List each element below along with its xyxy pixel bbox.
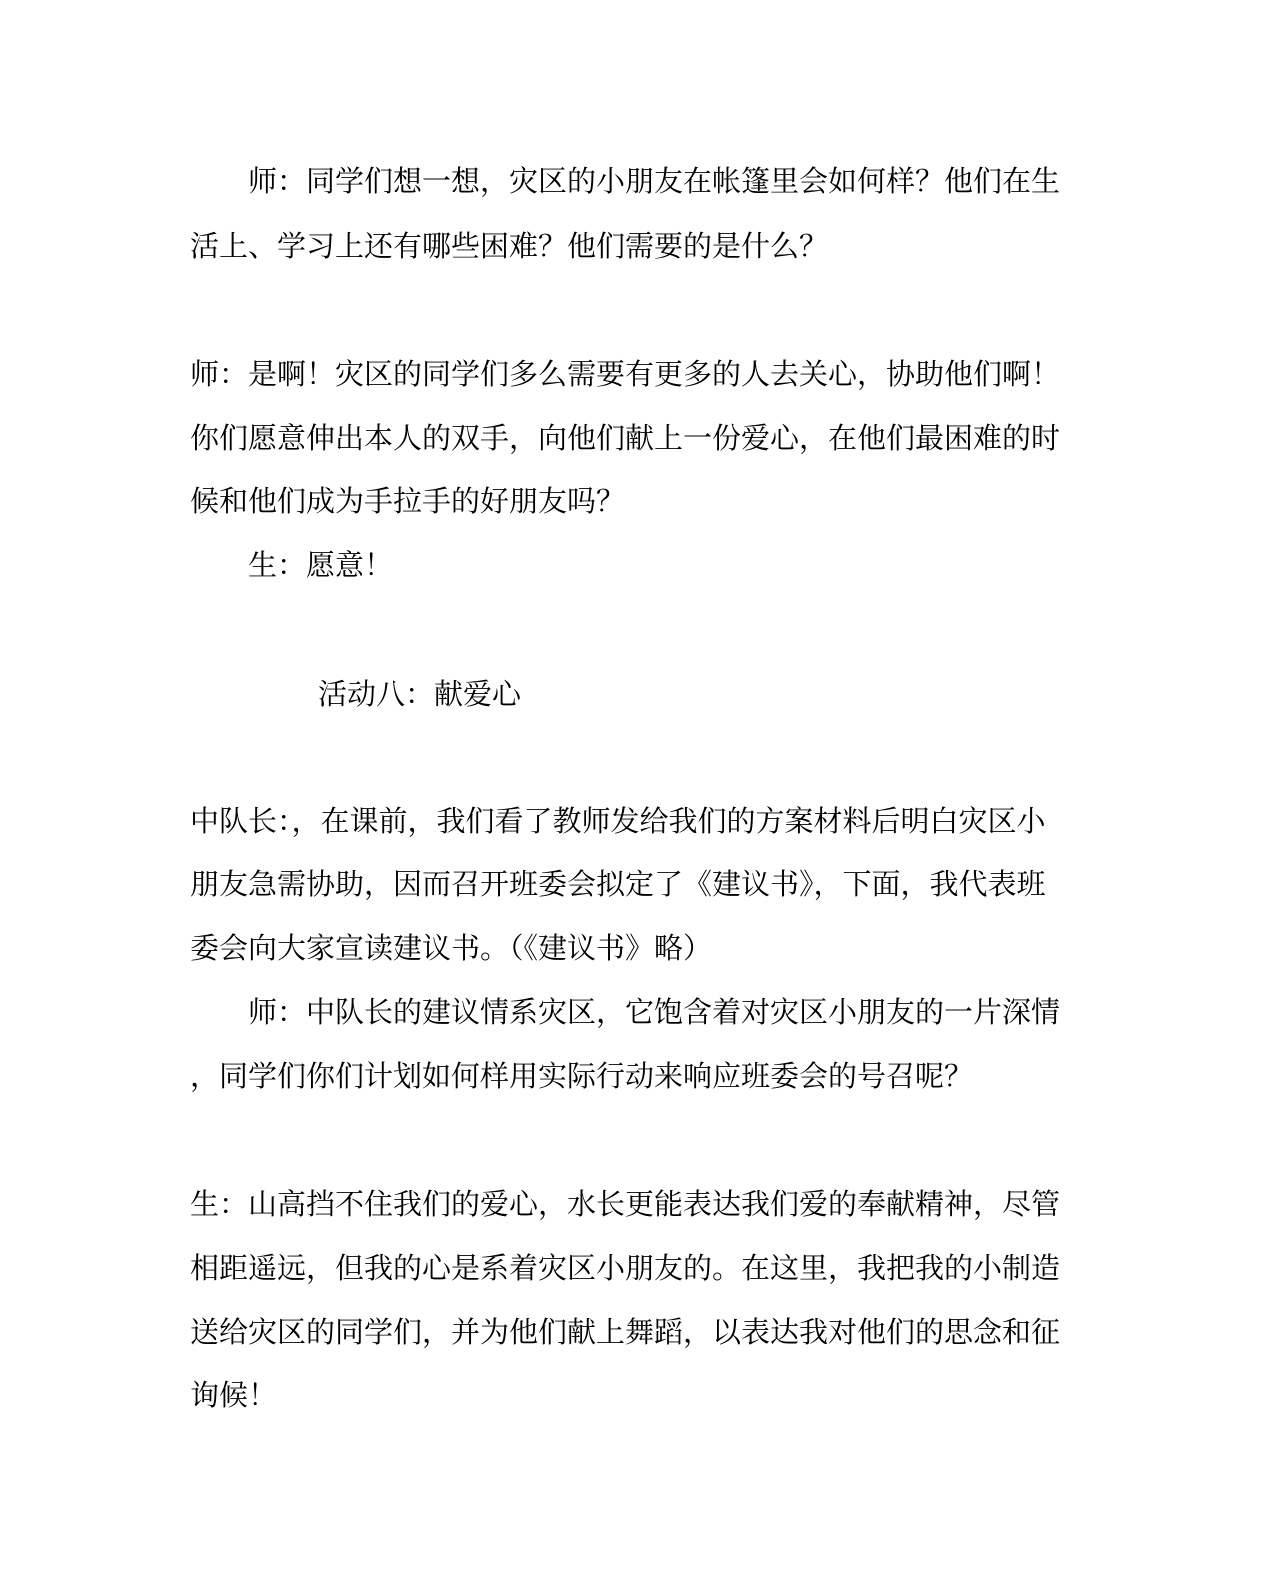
paragraph-6-line-4: 询候！: [190, 1378, 278, 1412]
section-heading: 活动八：献爱心: [318, 677, 522, 711]
paragraph-6-line-1: 生：山高挡不住我们的爱心，水长更能表达我们爱的奉献精神，尽管: [190, 1187, 1061, 1221]
paragraph-6-line-2: 相距遥远，但我的心是系着灾区小朋友的。在这里，我把我的小制造: [190, 1251, 1061, 1285]
paragraph-5-line-1: 师：中队长的建议情系灾区，它饱含着对灾区小朋友的一片深情: [248, 995, 1061, 1029]
paragraph-2-line-3: 候和他们成为手拉手的好朋友吗？: [190, 484, 626, 518]
paragraph-6-line-3: 送给灾区的同学们，并为他们献上舞蹈，以表达我对他们的思念和征: [190, 1315, 1061, 1349]
paragraph-2-line-1: 师：是啊！灾区的同学们多么需要有更多的人去关心，协助他们啊！: [190, 357, 1061, 391]
paragraph-5-line-2: ，同学们你们计划如何样用实际行动来响应班委会的号召呢？: [190, 1059, 974, 1093]
paragraph-4-line-2: 朋友急需协助，因而召开班委会拟定了《建议书》，下面，我代表班: [190, 867, 1046, 901]
paragraph-1-line-2: 活上、学习上还有哪些困难？他们需要的是什么？: [190, 229, 829, 263]
paragraph-1-line-1: 师：同学们想一想，灾区的小朋友在帐篷里会如何样？他们在生: [248, 164, 1061, 198]
paragraph-3-line-1: 生：愿意！: [248, 548, 394, 582]
paragraph-4-line-3: 委会向大家宣读建议书。（《建议书》略）: [190, 931, 713, 965]
paragraph-4-line-1: 中队长：，在课前，我们看了教师发给我们的方案材料后明白灾区小: [190, 804, 1046, 838]
paragraph-2-line-2: 你们愿意伸出本人的双手，向他们献上一份爱心，在他们最困难的时: [190, 421, 1061, 455]
